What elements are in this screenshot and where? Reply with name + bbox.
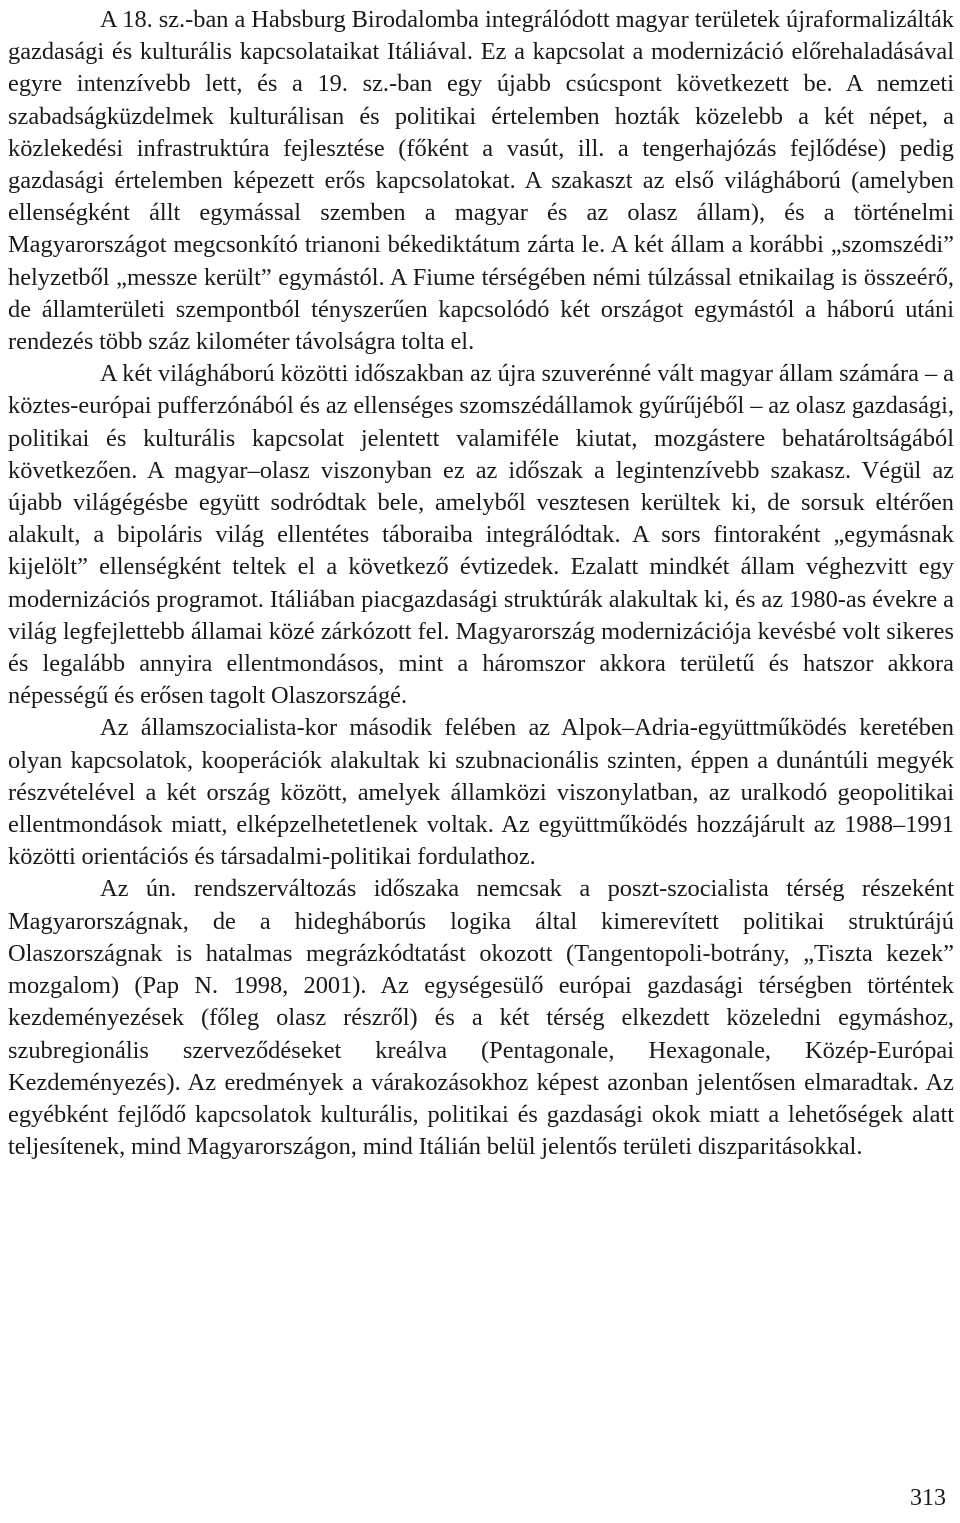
paragraph-3: Az államszocialista-kor második felében az Alpok–Adria-együttműködés keretében olyan kapcsolatok, kooperációk alakultak ki szubnacionális szinten, éppen a dunántúli megyék részvételével a két ország között, amelyek államközi viszonylatban, az uralkodó geopolitikai ellentmondások miatt, elképzelhetetlenek voltak. Az együttműködés hozzájárult az 1988–1991 közötti orientációs és társadalmi-politikai fordulathoz. <box>8 714 954 871</box>
paragraph-4: Az ún. rendszerváltozás időszaka nemcsak a poszt-szocialista térség részeként Magyarországnak, de a hidegháborús logika által kimerevített politikai struktúrájú Olaszországnak is hatalmas megrázkódtatást okozott (Tangentopoli-botrány, „Tiszta kezek” mozgalom) (Pap N. 1998, 2001). Az egységesülő európai gazdasági térségben történtek kezdeményezések (főleg olasz részről) és a két térség elkezdett közeledni egymáshoz, szubregionális szerveződéseket kreálva (Pentagonale, Hexagonale, Közép-Európai Kezdeményezés). Az eredmények a várakozásokhoz képest azonban jelentősen elmaradtak. Az egyébként fejlődő kapcsolatok kulturális, politikai és gazdasági okok miatt a lehetőségek alatt teljesítenek, mind Magyarországon, mind Itálián belül jelentős területi diszparitásokkal. <box>8 875 954 1161</box>
paragraph-1: A 18. sz.-ban a Habsburg Birodalomba integrálódott magyar területek újraformalizálták gazdasági és kulturális kapcsolataikat Itáliával. Ez a kapcsolat a modernizáció előrehaladásával egyre intenzívebb lett, és a 19. sz.-ban egy újabb csúcspont következett be. A nemzeti szabadságküzdelmek kulturálisan és politikai értelemben hozták közelebb a két népet, a közlekedési infrastruktúra fejlesztése (főként a vasút, ill. a tengerhajózás fejlődése) pedig gazdasági értelemben képezett erős kapcsolatokat. A szakaszt az első világháború (amelyben ellenségként állt egymással szemben a magyar és az olasz állam), és a történelmi Magyarországot megcsonkító trianoni békediktátum zárta le. A két állam a korábbi „szomszédi” helyzetből „messze került” egymástól. A Fiume térségében némi túlzással etnikailag is összeérő, de államterületi szempontból tényszerűen kapcsolódó két országot egymástól a háború utáni rendezés több száz kilométer távolságra tolta el. <box>8 6 954 356</box>
page-body <box>8 4 954 1163</box>
page-number: 313 <box>910 1485 946 1511</box>
paragraph-2: A két világháború közötti időszakban az újra szuverénné vált magyar állam számára – a köztes-európai pufferzónából és az ellenséges szomszédállamok gyűrűjéből – az olasz gazdasági, politikai és kulturális kapcsolat jelentett valamiféle kiutat, mozgástere behatároltságából következően. A magyar–olasz viszonyban ez az időszak a legintenzívebb szakasz. Végül az újabb világégésbe együtt sodródtak bele, amelyből vesztesen kerültek ki, de sorsuk eltérően alakult, a bipoláris világ ellentétes táboraiba integrálódtak. A sors fintoraként „egymásnak kijelölt” ellenségként teltek el a következő évtizedek. Ezalatt mindkét állam véghezvitt egy modernizációs programot. Itáliában piacgazdasági struktúrák alakultak ki, és az 1980-as évekre a világ legfejlettebb államai közé zárkózott fel. Magyarország modernizációja kevésbé volt sikeres és legalább annyira ellentmondásos, mint a háromszor akkora területű és hatszor akkora népességű és erősen tagolt Olaszországé. <box>8 360 954 710</box>
